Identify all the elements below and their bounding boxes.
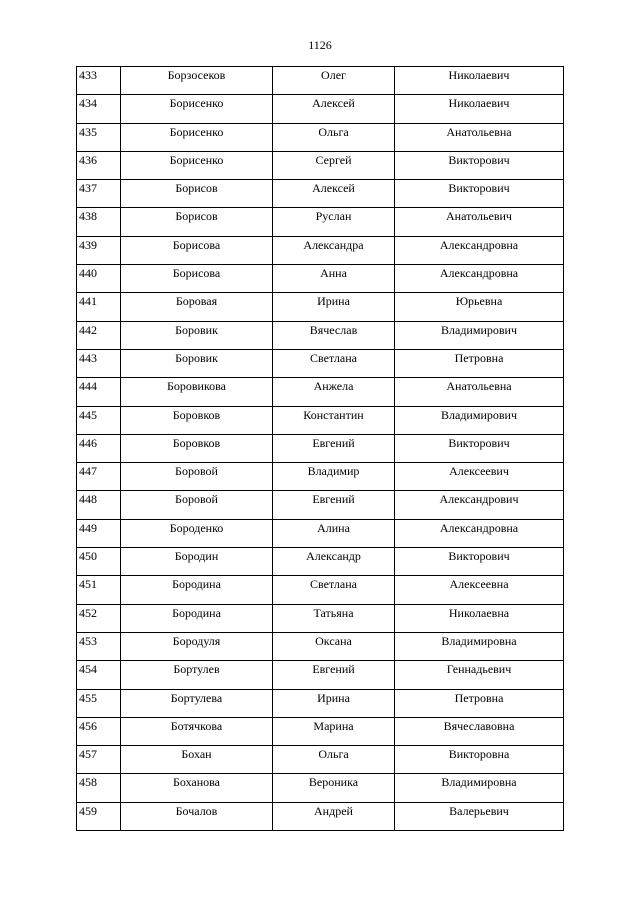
last-name: Боровков — [172, 407, 221, 422]
middle-name: Александровна — [439, 520, 519, 535]
row-number-cell — [77, 604, 121, 632]
table-row — [77, 265, 564, 293]
table-row — [77, 151, 564, 179]
first-name-cell — [273, 151, 395, 179]
middle-name-cell — [395, 689, 564, 717]
row-number: 459 — [79, 803, 97, 818]
row-number: 445 — [79, 407, 97, 422]
last-name-cell — [121, 95, 273, 123]
first-name-cell — [273, 802, 395, 830]
middle-name-cell — [395, 349, 564, 377]
middle-name: Владимирович — [441, 407, 517, 422]
table-row — [77, 717, 564, 745]
last-name: Борзосеков — [167, 68, 226, 82]
first-name-cell — [273, 236, 395, 264]
middle-name: Александрович — [439, 492, 519, 507]
middle-name-cell — [395, 463, 564, 491]
middle-name-cell — [395, 661, 564, 689]
first-name-cell — [273, 378, 395, 406]
first-name-cell — [273, 717, 395, 745]
first-name: Евгений — [312, 492, 355, 507]
last-name: Борисова — [172, 266, 221, 281]
first-name: Алексей — [312, 96, 355, 111]
first-name: Александра — [303, 237, 364, 252]
first-name-cell — [273, 519, 395, 547]
first-name: Ирина — [317, 690, 350, 705]
middle-name: Викторович — [448, 181, 510, 196]
row-number-cell — [77, 746, 121, 774]
middle-name-cell — [395, 236, 564, 264]
first-name: Марина — [313, 718, 354, 733]
first-name-cell — [273, 293, 395, 321]
middle-name: Викторович — [448, 549, 510, 564]
first-name-cell — [273, 180, 395, 208]
row-number: 452 — [79, 605, 97, 620]
middle-name: Петровна — [454, 690, 504, 705]
first-name-cell — [273, 604, 395, 632]
middle-name-cell — [395, 95, 564, 123]
row-number-cell — [77, 321, 121, 349]
row-number-cell — [77, 208, 121, 236]
row-number-cell — [77, 632, 121, 660]
row-number-cell — [77, 717, 121, 745]
last-name-cell — [121, 293, 273, 321]
row-number-cell — [77, 519, 121, 547]
row-number-cell — [77, 576, 121, 604]
last-name-cell — [121, 548, 273, 576]
first-name-cell — [273, 632, 395, 660]
last-name-cell — [121, 123, 273, 151]
table-row — [77, 632, 564, 660]
first-name: Александр — [306, 549, 361, 564]
middle-name-cell — [395, 717, 564, 745]
row-number: 448 — [79, 492, 97, 507]
table-row — [77, 661, 564, 689]
table-row — [77, 576, 564, 604]
row-number-cell — [77, 265, 121, 293]
last-name: Борисенко — [169, 96, 224, 111]
middle-name-cell — [395, 406, 564, 434]
last-name-cell — [121, 208, 273, 236]
table-row — [77, 689, 564, 717]
middle-name: Вячеславовна — [443, 718, 515, 733]
table-row — [77, 406, 564, 434]
first-name-cell — [273, 689, 395, 717]
middle-name: Анатольевна — [446, 379, 512, 394]
middle-name: Владимировна — [441, 775, 517, 790]
table-row — [77, 378, 564, 406]
row-number: 453 — [79, 633, 97, 648]
row-number-cell — [77, 95, 121, 123]
middle-name-cell — [395, 151, 564, 179]
last-name: Бохан — [181, 747, 212, 762]
first-name: Руслан — [315, 209, 352, 224]
row-number: 438 — [79, 209, 97, 224]
last-name-cell — [121, 265, 273, 293]
first-name: Олег — [321, 68, 346, 82]
last-name-cell — [121, 463, 273, 491]
first-name-cell — [273, 463, 395, 491]
last-name: Боровой — [175, 464, 218, 479]
last-name-cell — [121, 378, 273, 406]
last-name-cell — [121, 576, 273, 604]
first-name-cell — [273, 746, 395, 774]
middle-name-cell — [395, 802, 564, 830]
row-number: 444 — [79, 379, 97, 394]
table-row — [77, 434, 564, 462]
row-number: 450 — [79, 549, 97, 564]
row-number: 443 — [79, 350, 97, 365]
row-number: 456 — [79, 718, 97, 733]
last-name-cell — [121, 406, 273, 434]
row-number-cell — [77, 293, 121, 321]
middle-name: Юрьевна — [455, 294, 503, 309]
last-name-cell — [121, 491, 273, 519]
row-number: 437 — [79, 181, 97, 196]
middle-name: Викторович — [448, 152, 510, 167]
table-row — [77, 802, 564, 830]
table-row — [77, 774, 564, 802]
last-name: Бортулев — [173, 662, 220, 677]
row-number-cell — [77, 180, 121, 208]
middle-name-cell — [395, 123, 564, 151]
first-name: Вячеслав — [309, 322, 358, 337]
first-name-cell — [273, 95, 395, 123]
first-name: Вероника — [308, 775, 359, 790]
middle-name: Александровна — [439, 266, 519, 281]
middle-name: Алексеевна — [449, 577, 509, 592]
table-row — [77, 491, 564, 519]
first-name-cell — [273, 406, 395, 434]
first-name-cell — [273, 265, 395, 293]
last-name-cell — [121, 717, 273, 745]
last-name: Бородуля — [172, 633, 221, 648]
last-name: Бортулева — [170, 690, 223, 705]
middle-name-cell — [395, 321, 564, 349]
last-name-cell — [121, 434, 273, 462]
last-name: Бороденко — [169, 520, 224, 535]
first-name: Ольга — [318, 747, 349, 762]
last-name: Борисенко — [169, 124, 224, 139]
first-name: Светлана — [310, 350, 357, 365]
middle-name: Викторовна — [448, 747, 510, 762]
table-row — [77, 208, 564, 236]
table-row — [77, 236, 564, 264]
last-name: Борисенко — [169, 152, 224, 167]
first-name-cell — [273, 349, 395, 377]
first-name-cell — [273, 123, 395, 151]
middle-name: Владимирович — [441, 322, 517, 337]
table-row — [77, 123, 564, 151]
row-number-cell — [77, 236, 121, 264]
middle-name: Николаевич — [448, 68, 510, 82]
middle-name-cell — [395, 604, 564, 632]
row-number-cell — [77, 349, 121, 377]
first-name: Анжела — [313, 379, 354, 394]
row-number-cell — [77, 406, 121, 434]
middle-name-cell — [395, 180, 564, 208]
first-name: Алина — [317, 520, 350, 535]
middle-name-cell — [395, 434, 564, 462]
row-number: 440 — [79, 266, 97, 281]
row-number-cell — [77, 689, 121, 717]
first-name-cell — [273, 434, 395, 462]
last-name-cell — [121, 661, 273, 689]
first-name-cell — [273, 208, 395, 236]
middle-name-cell — [395, 548, 564, 576]
table-row — [77, 67, 564, 95]
table-row — [77, 548, 564, 576]
row-number: 436 — [79, 152, 97, 167]
row-number: 449 — [79, 520, 97, 535]
roster-table — [76, 66, 564, 831]
middle-name: Геннадьевич — [446, 662, 512, 677]
middle-name: Николаевна — [448, 605, 510, 620]
row-number-cell — [77, 774, 121, 802]
row-number-cell — [77, 802, 121, 830]
row-number-cell — [77, 434, 121, 462]
first-name-cell — [273, 491, 395, 519]
last-name: Боровик — [175, 322, 218, 337]
table-row — [77, 463, 564, 491]
first-name-cell — [273, 576, 395, 604]
row-number: 434 — [79, 96, 97, 111]
last-name: Бородина — [172, 605, 221, 620]
row-number: 433 — [79, 68, 97, 82]
row-number: 447 — [79, 464, 97, 479]
last-name: Боровой — [175, 492, 218, 507]
last-name-cell — [121, 604, 273, 632]
first-name: Сергей — [315, 152, 352, 167]
last-name: Боровикова — [166, 379, 227, 394]
row-number-cell — [77, 151, 121, 179]
middle-name-cell — [395, 774, 564, 802]
last-name: Бородина — [172, 577, 221, 592]
last-name-cell — [121, 236, 273, 264]
last-name: Борисов — [175, 209, 218, 224]
middle-name-cell — [395, 265, 564, 293]
row-number: 439 — [79, 237, 97, 252]
row-number: 457 — [79, 747, 97, 762]
table-row — [77, 180, 564, 208]
middle-name: Валерьевич — [449, 803, 509, 818]
first-name: Ирина — [317, 294, 350, 309]
middle-name: Викторович — [448, 435, 510, 450]
roster-body — [77, 67, 564, 831]
middle-name: Николаевич — [448, 96, 510, 111]
row-number: 458 — [79, 775, 97, 790]
middle-name-cell — [395, 378, 564, 406]
last-name: Борисов — [175, 181, 218, 196]
first-name: Оксана — [315, 633, 352, 648]
middle-name: Алексеевич — [449, 464, 509, 479]
row-number-cell — [77, 378, 121, 406]
row-number: 451 — [79, 577, 97, 592]
first-name: Алексей — [312, 181, 355, 196]
last-name: Боровая — [175, 294, 218, 309]
first-name: Ольга — [318, 124, 349, 139]
middle-name: Анатольевич — [446, 209, 512, 224]
middle-name-cell — [395, 67, 564, 95]
last-name: Боровик — [175, 350, 218, 365]
first-name-cell — [273, 548, 395, 576]
row-number-cell — [77, 548, 121, 576]
first-name: Татьяна — [313, 605, 354, 620]
row-number: 454 — [79, 662, 97, 677]
last-name-cell — [121, 519, 273, 547]
middle-name-cell — [395, 519, 564, 547]
last-name-cell — [121, 632, 273, 660]
first-name: Светлана — [310, 577, 357, 592]
last-name: Бородин — [174, 549, 219, 564]
middle-name-cell — [395, 576, 564, 604]
middle-name: Анатольевна — [446, 124, 512, 139]
middle-name-cell — [395, 293, 564, 321]
row-number-cell — [77, 463, 121, 491]
middle-name-cell — [395, 491, 564, 519]
first-name: Евгений — [312, 435, 355, 450]
row-number-cell — [77, 67, 121, 95]
last-name-cell — [121, 67, 273, 95]
first-name-cell — [273, 661, 395, 689]
last-name-cell — [121, 774, 273, 802]
last-name-cell — [121, 180, 273, 208]
row-number: 455 — [79, 690, 97, 705]
table-row — [77, 604, 564, 632]
last-name: Боровков — [172, 435, 221, 450]
row-number: 441 — [79, 294, 97, 309]
last-name-cell — [121, 151, 273, 179]
first-name: Анна — [320, 266, 347, 281]
first-name: Константин — [303, 407, 364, 422]
last-name-cell — [121, 746, 273, 774]
last-name-cell — [121, 802, 273, 830]
last-name-cell — [121, 689, 273, 717]
first-name-cell — [273, 67, 395, 95]
middle-name: Александровна — [439, 237, 519, 252]
middle-name-cell — [395, 632, 564, 660]
middle-name: Владимировна — [441, 633, 517, 648]
row-number: 435 — [79, 124, 97, 139]
first-name-cell — [273, 774, 395, 802]
last-name: Бочалов — [175, 803, 218, 818]
row-number-cell — [77, 661, 121, 689]
row-number: 442 — [79, 322, 97, 337]
table-row — [77, 95, 564, 123]
first-name: Владимир — [307, 464, 360, 479]
table-row — [77, 349, 564, 377]
row-number: 446 — [79, 435, 97, 450]
first-name: Андрей — [314, 803, 353, 818]
middle-name-cell — [395, 746, 564, 774]
first-name: Евгений — [312, 662, 355, 677]
middle-name-cell — [395, 208, 564, 236]
page-number: 1126 — [308, 38, 332, 52]
last-name-cell — [121, 349, 273, 377]
last-name-cell — [121, 321, 273, 349]
middle-name: Петровна — [454, 350, 504, 365]
first-name-cell — [273, 321, 395, 349]
table-row — [77, 519, 564, 547]
row-number-cell — [77, 491, 121, 519]
table-row — [77, 746, 564, 774]
table-row — [77, 293, 564, 321]
last-name: Боханова — [172, 775, 220, 790]
table-row — [77, 321, 564, 349]
last-name: Ботячкова — [170, 718, 223, 733]
row-number-cell — [77, 123, 121, 151]
last-name: Борисова — [172, 237, 221, 252]
